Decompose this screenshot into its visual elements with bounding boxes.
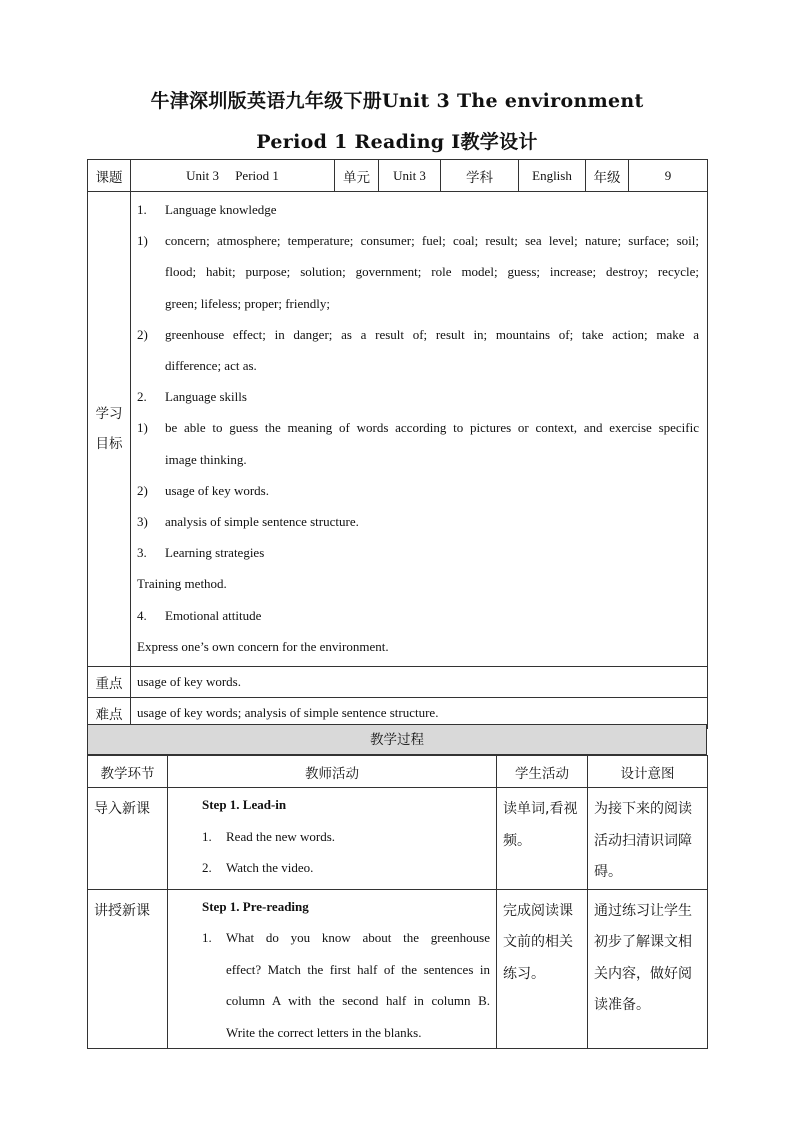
lesson-info-table (87, 159, 708, 729)
grade-value: 9 (629, 160, 708, 192)
objective-item: 1) be able to guess the meaning of words according to pictures or context, and exercise specific (137, 420, 699, 436)
stage-cell: 讲授新课 (88, 889, 168, 1049)
objective-section-4: 4. Emotional attitude (137, 607, 262, 623)
unit-value: Unit 3 (379, 160, 441, 192)
table-row (88, 788, 708, 890)
col-teacher-header: 教师活动 (168, 756, 497, 788)
student-activity-cell: 完成阅读课 文前的相关 练习。 (497, 889, 588, 1049)
key-points-value: usage of key words. (131, 667, 708, 698)
objective-section-3: 3. Learning strategies (137, 545, 265, 561)
list-item: 1. Read the new words. (202, 828, 336, 844)
teaching-process-band: 教学过程 (87, 724, 707, 755)
list-item: 1. What do you know about the greenhouse (202, 930, 490, 945)
difficult-points-label: 难点 (88, 698, 131, 729)
objective-text: Express one’s own concern for the environment. (137, 638, 389, 654)
objective-item: 1) concern; atmosphere; temperature; consumer; fuel; coal; result; sea level; nature; surface; soil; (137, 233, 699, 249)
list-item-cont: Write the correct letters in the blanks. (226, 1024, 422, 1040)
teaching-process-table (87, 755, 708, 1049)
grade-label: 年级 (586, 160, 629, 192)
objective-text: Training method. (137, 576, 227, 592)
student-activity-cell: 读单词,看视 频。 (497, 788, 588, 890)
design-intent-cell: 为接下来的阅读 活动扫清识词障 碍。 (588, 788, 708, 890)
subject-value: English (519, 160, 586, 192)
table-row (88, 889, 708, 1049)
col-design-header: 设计意图 (588, 756, 708, 788)
step-title: Step 1. Lead-in (202, 797, 287, 812)
objectives-label: 学习 目标 (88, 192, 131, 667)
list-item-cont: column A with the second half in column B. (226, 993, 490, 1008)
objectives-content (131, 192, 708, 667)
objective-item-cont: green; lifeless; proper; friendly; (165, 295, 330, 311)
col-student-header: 学生活动 (497, 756, 588, 788)
objective-item: 3) analysis of simple sentence structure. (137, 514, 359, 530)
teacher-activity-cell (168, 889, 497, 1049)
document-title-line2: Period 1 Reading I教学设计 (256, 131, 538, 153)
difficult-points-value: usage of key words; analysis of simple sentence structure. (131, 698, 708, 729)
topic-value: Unit 3 Period 1 (131, 160, 335, 192)
step-title: Step 1. Pre-reading (202, 898, 309, 914)
subject-label: 学科 (441, 160, 519, 192)
key-points-label: 重点 (88, 667, 131, 698)
objective-section-2: 2. Language skills (137, 389, 247, 405)
list-item-cont: effect? Match the first half of the sentences in (226, 961, 490, 977)
design-intent-cell: 通过练习让学生 初步了解课文相 关内容，做好阅 读准备。 (588, 889, 708, 1049)
teacher-activity-cell (168, 788, 497, 890)
list-item: 2. Watch the video. (202, 860, 314, 875)
unit-label: 单元 (335, 160, 379, 192)
objective-item-cont: difference; act as. (165, 358, 257, 374)
document-title-line1: 牛津深圳版英语九年级下册Unit 3 The environment (150, 90, 644, 112)
objective-section-1: 1. Language knowledge (137, 202, 277, 217)
col-stage-header: 教学环节 (88, 756, 168, 788)
objective-item: 2) usage of key words. (137, 482, 269, 498)
objective-item-cont: image thinking. (165, 451, 247, 467)
stage-cell: 导入新课 (88, 788, 168, 890)
objective-item-cont: flood; habit; purpose; solution; government; role model; guess; increase; destroy; recycle; (165, 264, 699, 280)
topic-label: 课题 (88, 160, 131, 192)
objective-item: 2) greenhouse effect; in danger; as a result of; result in; mountains of; take action; make a (137, 326, 699, 342)
